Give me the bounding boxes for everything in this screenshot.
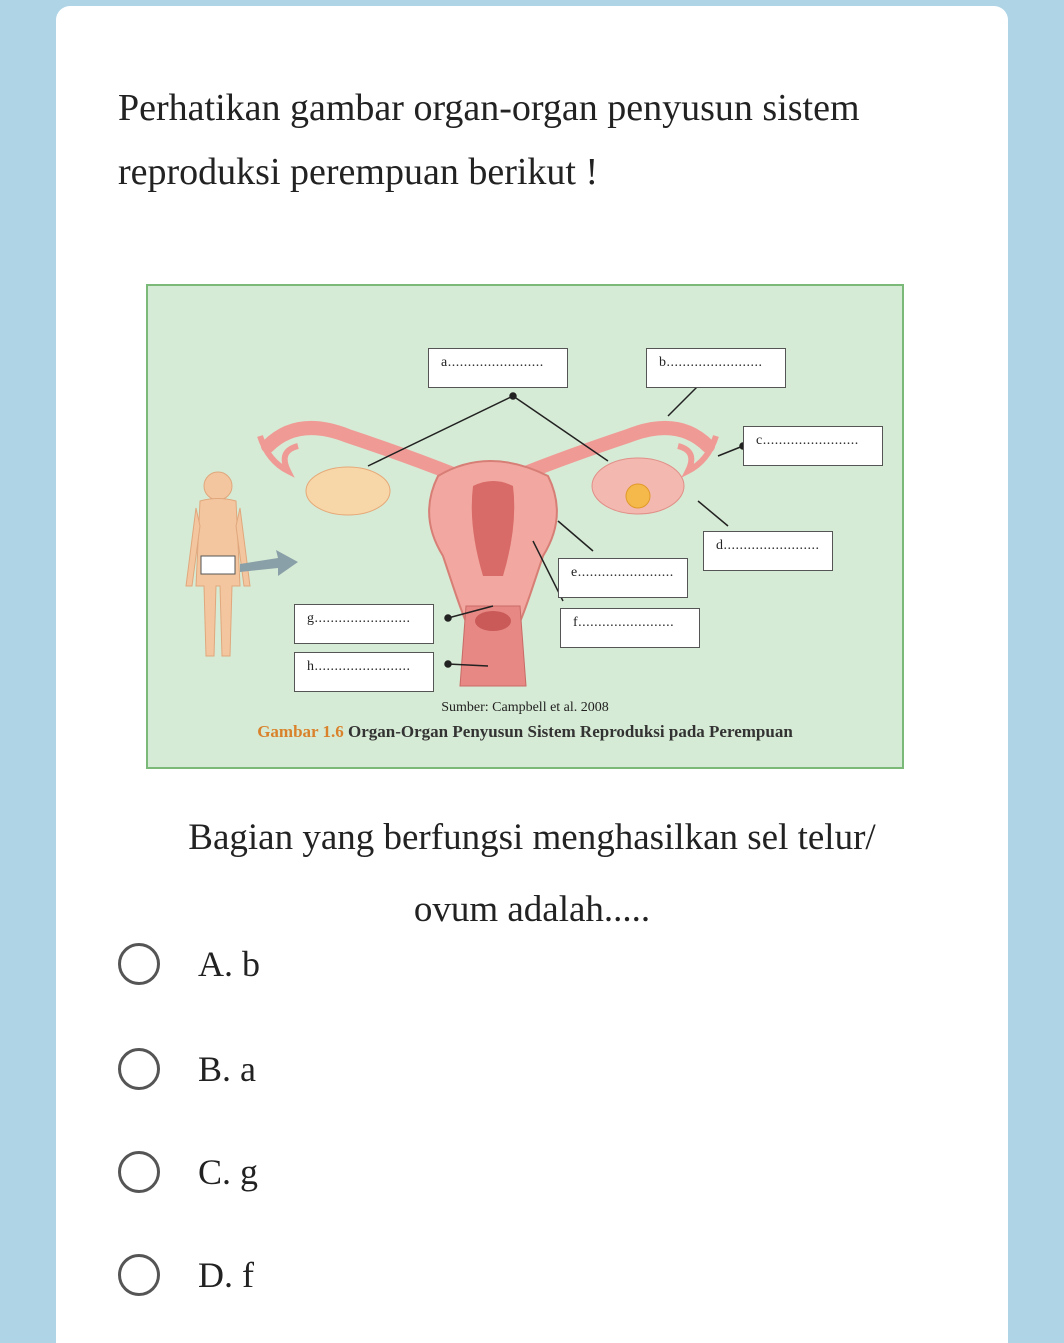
figure-source: Sumber: Campbell et al. 2008 xyxy=(441,700,609,715)
radio-circle-icon[interactable] xyxy=(118,1048,160,1090)
option-label: D. f xyxy=(198,1255,254,1295)
label-box-d: d........................ xyxy=(703,531,833,571)
figure-caption-text: Organ-Organ Penyusun Sistem Reproduksi pada Perempuan xyxy=(343,722,793,741)
option-b[interactable] xyxy=(118,1041,518,1097)
question-prompt xyxy=(118,76,958,204)
question-line-1: Bagian yang berfungsi menghasilkan sel telur/ xyxy=(188,817,876,858)
ovum-follicle xyxy=(626,484,650,508)
option-label: C. g xyxy=(198,1152,259,1192)
label-box-h: h........................ xyxy=(294,652,434,692)
cervix xyxy=(475,611,511,631)
question-line-2: ovum adalah..... xyxy=(413,889,651,930)
reproductive-system-figure xyxy=(146,284,904,769)
label-box-e: e........................ xyxy=(558,558,688,598)
label-box-g: g........................ xyxy=(294,604,434,644)
question-text xyxy=(116,802,948,946)
prompt-line-1: Perhatikan gambar organ-organ penyusun sistem xyxy=(118,87,860,129)
option-label: A. b xyxy=(198,944,260,984)
label-box-f: f........................ xyxy=(560,608,700,648)
label-box-a: a........................ xyxy=(428,348,568,388)
option-a[interactable] xyxy=(118,936,518,992)
label-box-c: c........................ xyxy=(743,426,883,466)
option-c[interactable] xyxy=(118,1144,518,1200)
body-highlight-box xyxy=(201,556,235,574)
prompt-line-2: reproduksi perempuan berikut ! xyxy=(118,151,599,193)
question-card xyxy=(56,6,1008,1343)
option-d[interactable] xyxy=(118,1247,518,1303)
figure-caption xyxy=(148,722,902,742)
radio-circle-icon[interactable] xyxy=(118,943,160,985)
radio-circle-icon[interactable] xyxy=(118,1254,160,1296)
left-ovary xyxy=(306,467,390,515)
figure-number: Gambar 1.6 xyxy=(257,722,344,741)
option-label: B. a xyxy=(198,1049,256,1089)
radio-circle-icon[interactable] xyxy=(118,1151,160,1193)
label-box-b: b........................ xyxy=(646,348,786,388)
